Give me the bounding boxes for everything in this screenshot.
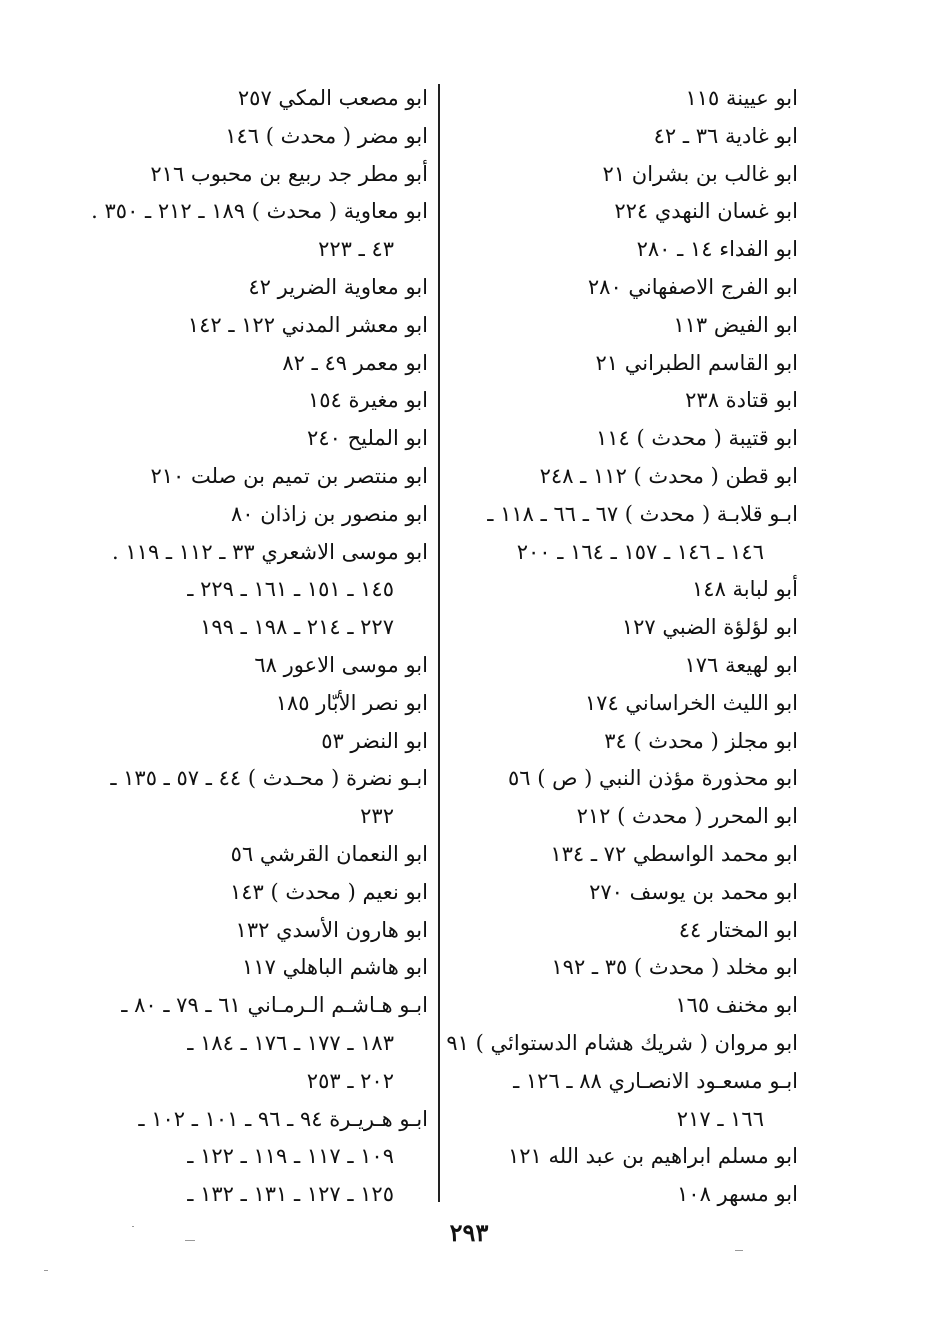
- index-entry: ابو مصعب المكي ٢٥٧: [237, 86, 428, 110]
- index-entry: ابو محمد الواسطي ٧٢ ـ ١٣٤: [550, 841, 798, 866]
- index-entry-continuation: ١٨٣ ـ ١٧٧ ـ ١٧٦ ـ ١٨٤ ـ: [187, 1030, 394, 1055]
- index-entry: ابـو قلابـة ( محدث ) ٦٧ ـ ٦٦ ـ ١١٨ ـ: [487, 501, 798, 526]
- index-entry: ابو مضر ( محدث ) ١٤٦: [225, 123, 428, 148]
- index-entry: ابو هارون الأسدي ١٣٢: [235, 917, 428, 942]
- scan-speck: [132, 1226, 134, 1227]
- column-divider: [438, 84, 440, 1202]
- index-entry: ابو معاوية ( محدث ) ١٨٩ ـ ٢١٢ ـ ٣٥٠ .: [91, 199, 428, 224]
- index-entry: ابو المحرر ( محدث ) ٢١٢: [576, 804, 798, 829]
- index-entry: ابو نصر الأبّار ١٨٥: [275, 690, 428, 715]
- index-entry: ابو عيينة ١١٥: [685, 86, 798, 110]
- index-entry: ابـو هـاشـم الـرمـاني ٦١ ـ ٧٩ ـ ٨٠ ـ: [121, 993, 428, 1018]
- index-entry: ابو النعمان القرشي ٥٦: [230, 841, 428, 866]
- page-number: ٢٩٣: [449, 1218, 489, 1247]
- index-entry: ابو محمد بن يوسف ٢٧٠: [589, 879, 798, 904]
- index-entry: ابو معشر المدني ١٢٢ ـ ١٤٢: [187, 312, 428, 337]
- index-entry: ابو غالب بن بشران ٢١: [602, 161, 798, 186]
- index-entry-continuation: ١٤٥ ـ ١٥١ ـ ١٦١ ـ ٢٢٩ ـ: [187, 577, 394, 602]
- index-entry: ابو موسى الاشعري ٣٣ ـ ١١٢ ـ ١١٩ .: [112, 539, 428, 564]
- index-entry: ابو القاسم الطبراني ٢١: [595, 350, 798, 375]
- index-entry: أبو لبابة ١٤٨: [692, 577, 798, 602]
- index-column-left: [91, 80, 428, 1214]
- index-entry-continuation: ٢٣٢: [360, 804, 394, 829]
- index-entry-continuation: ١٢٥ ـ ١٢٧ ـ ١٣١ ـ ١٣٢ ـ: [187, 1182, 394, 1207]
- index-entry: ابو الفداء ١٤ ـ ٢٨٠: [636, 237, 798, 262]
- index-entry: ابو الليث الخراساني ١٧٤: [584, 690, 798, 715]
- index-entry-continuation: ١٤٦ ـ ١٤٦ ـ ١٥٧ ـ ١٦٤ ـ ٢٠٠: [516, 539, 764, 564]
- index-entry: ابو مسهر ١٠٨: [677, 1182, 798, 1207]
- index-entry: ابو مخنف ١٦٥: [675, 993, 798, 1018]
- index-entry: ابو غسان النهدي ٢٢٤: [614, 199, 798, 224]
- index-entry: ابو مخلد ( محدث ) ٣٥ ـ ١٩٢: [551, 955, 798, 980]
- index-entry: ابو لهيعة ١٧٦: [684, 652, 798, 677]
- index-entry: ابو المختار ٤٤: [678, 917, 798, 942]
- index-entry: ابو نعيم ( محدث ) ١٤٣: [229, 879, 428, 904]
- index-entry: ابو مغيرة ١٥٤: [307, 388, 428, 413]
- index-entry: ابو قطن ( محدث ) ١١٢ ـ ٢٤٨: [539, 463, 798, 488]
- index-entry: ابـو هـريـرة ٩٤ ـ ٩٦ ـ ١٠١ ـ ١٠٢ ـ: [138, 1106, 428, 1131]
- index-entry-continuation: ١٠٩ ـ ١١٧ ـ ١١٩ ـ ١٢٢ ـ: [187, 1144, 394, 1169]
- index-entry-continuation: ٢٢٧ ـ ٢١٤ ـ ١٩٨ ـ ١٩٩: [200, 615, 394, 640]
- index-entry: ابو قتادة ٢٣٨: [685, 388, 798, 413]
- index-entry: ابو مجلز ( محدث ) ٣٤: [604, 728, 798, 753]
- scan-speck: [185, 1240, 195, 1241]
- index-entry: ابو قتيبة ( محدث ) ١١٤: [595, 426, 798, 451]
- index-entry-continuation: ٤٣ ـ ٢٢٣: [318, 237, 394, 262]
- index-entry: ابو معاوية الضرير ٤٢: [248, 274, 428, 299]
- index-entry: ابـو نضرة ( محـدث ) ٤٤ ـ ٥٧ ـ ١٣٥ ـ: [110, 766, 428, 791]
- index-entry: ابو غادية ٣٦ ـ ٤٢: [653, 123, 798, 148]
- index-entry: ابو منصور بن زاذان ٨٠: [231, 501, 428, 526]
- scan-speck: [44, 1270, 48, 1271]
- index-entry: أبو مطر جد ربيع بن محبوب ٢١٦: [150, 161, 428, 186]
- index-entry: ابو مسلم ابراهيم بن عبد الله ١٢١: [508, 1144, 798, 1169]
- index-entry: ابو معمر ٤٩ ـ ٨٢: [282, 350, 428, 375]
- index-entry: ابو الفيض ١١٣: [673, 312, 798, 337]
- index-entry: ابو محذورة مؤذن النبي ( ص ) ٥٦: [508, 766, 798, 791]
- index-entry-continuation: ١٦٦ ـ ٢١٧: [676, 1106, 764, 1131]
- index-entry: ابو النضر ٥٣: [321, 728, 428, 753]
- index-column-right: [446, 80, 798, 1214]
- index-entry: ابو موسى الاعور ٦٨: [254, 652, 428, 677]
- index-entry: ابو لؤلؤة الضبي ١٢٧: [621, 615, 798, 640]
- index-entry: ابو المليح ٢٤٠: [307, 426, 428, 451]
- index-entry-continuation: ٢٠٢ ـ ٢٥٣: [306, 1068, 394, 1093]
- index-entry: ابو منتصر بن تميم بن صلت ٢١٠: [150, 463, 428, 488]
- scan-speck: [735, 1250, 743, 1251]
- index-entry: ابو مروان ( شريك هشام الدستوائي ) ٩١: [446, 1030, 798, 1055]
- index-entry: ابـو مسعـود الانصـاري ٨٨ ـ ١٢٦ ـ: [513, 1068, 798, 1093]
- index-entry: ابو هاشم الباهلي ١١٧: [242, 955, 428, 980]
- index-entry: ابو الفرج الاصفهاني ٢٨٠: [587, 274, 798, 299]
